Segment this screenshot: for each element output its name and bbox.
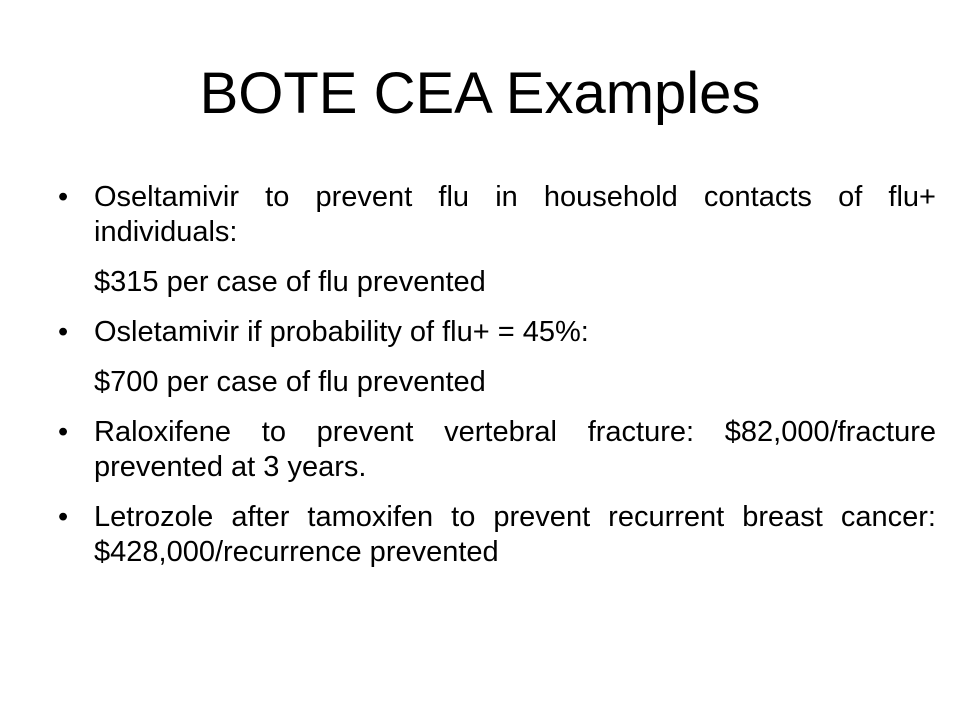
bullet-icon: •: [58, 181, 69, 213]
bullet-list: [56, 180, 936, 570]
bullet-text: Letrozole after tamoxifen to prevent recurrent breast cancer: $428,000/recurrence prevented: [94, 501, 936, 568]
bullet-item-oseltamivir: [56, 180, 936, 250]
bullet-item-osletamivir: [56, 315, 936, 350]
bullet-text: Osletamivir if probability of flu+ = 45%:: [94, 316, 589, 348]
sub-item-osletamivir-cost: [56, 365, 936, 400]
sub-item-text: $700 per case of flu prevented: [94, 366, 486, 398]
bullet-text: Oseltamivir to prevent flu in household contacts of flu+ individuals:: [94, 181, 936, 248]
bullet-icon: •: [58, 416, 69, 448]
bullet-icon: •: [58, 501, 69, 533]
bullet-item-letrozole: [56, 500, 936, 570]
slide-title: BOTE CEA Examples: [199, 61, 761, 126]
bullet-item-raloxifene: [56, 415, 936, 485]
sub-item-text: $315 per case of flu prevented: [94, 266, 486, 298]
bullet-text: Raloxifene to prevent vertebral fracture: $82,000/fracture prevented at 3 years.: [94, 416, 936, 483]
bullet-icon: •: [58, 316, 69, 348]
sub-item-oseltamivir-cost: [56, 265, 936, 300]
